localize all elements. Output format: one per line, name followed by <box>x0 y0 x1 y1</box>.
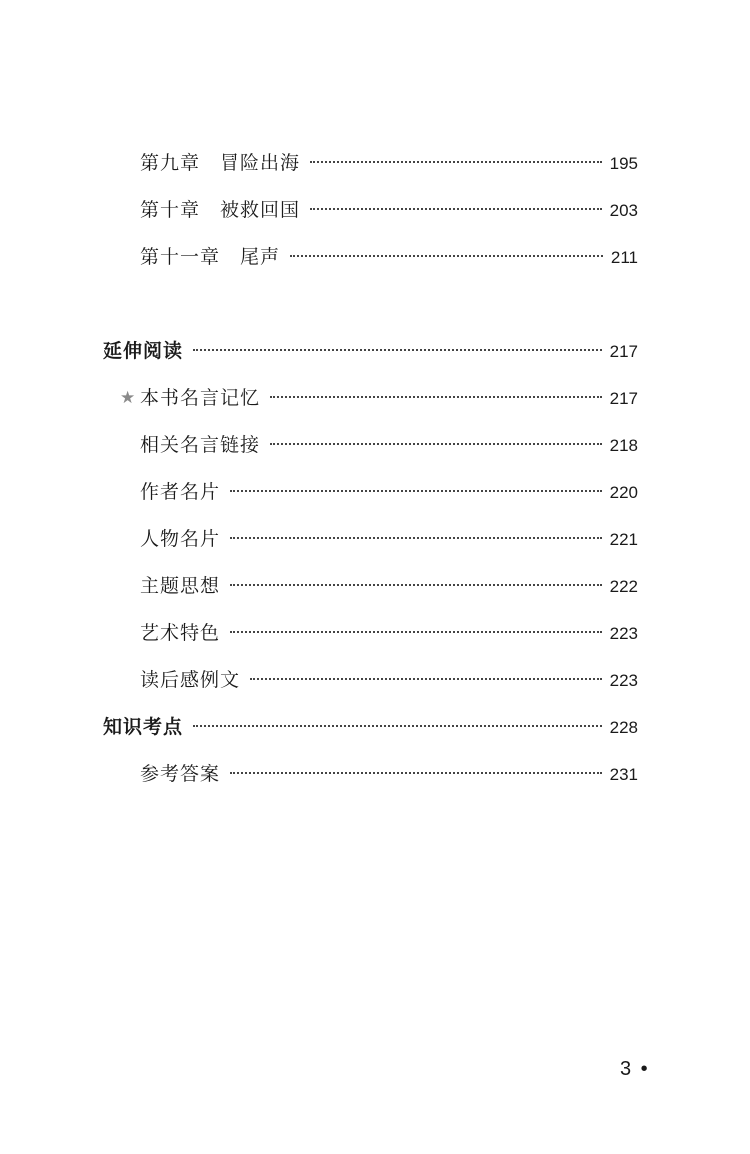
dot-leader <box>270 396 602 398</box>
toc-section-page: 228 <box>609 718 638 737</box>
toc-entry-theme[interactable] <box>140 571 638 601</box>
toc-entry-page: 203 <box>609 201 638 220</box>
toc-entry-quotes-memory[interactable] <box>120 383 638 413</box>
toc-entry-title: 作者名片 <box>140 481 221 503</box>
toc-entry-title: 第十章 被救回国 <box>140 199 301 221</box>
toc-entry-page: 223 <box>609 624 638 643</box>
dot-leader <box>230 584 602 586</box>
dot-leader <box>193 725 602 727</box>
toc-section-extended-reading[interactable] <box>103 336 638 366</box>
dot-leader <box>290 255 603 257</box>
toc-entry-title: 主题思想 <box>140 575 221 597</box>
toc-entry-character-card[interactable] <box>140 524 638 554</box>
dot-leader <box>230 537 602 539</box>
toc-entry-page: 222 <box>609 577 638 596</box>
toc-entry-page: 218 <box>609 436 638 455</box>
toc-section-title: 延伸阅读 <box>103 340 184 362</box>
toc-entry-title: 人物名片 <box>140 528 221 550</box>
toc-entry-page: 195 <box>609 154 638 173</box>
toc-entry-page: 231 <box>609 765 638 784</box>
toc-entry-title: 艺术特色 <box>140 622 221 644</box>
dot-leader <box>310 208 602 210</box>
toc-entry-author-card[interactable] <box>140 477 638 507</box>
toc-section-title: 知识考点 <box>103 716 184 738</box>
toc-entry-page: 221 <box>609 530 638 549</box>
toc-entry-title: 本书名言记忆 <box>140 387 261 409</box>
toc-entry-chapter-9[interactable] <box>140 148 638 178</box>
toc-entry-related-quotes[interactable] <box>140 430 638 460</box>
dot-leader <box>250 678 602 680</box>
dot-leader <box>193 349 602 351</box>
toc-entry-title: 相关名言链接 <box>140 434 261 456</box>
toc-entry-page: 223 <box>609 671 638 690</box>
dot-leader <box>230 772 602 774</box>
toc-entry-title: 参考答案 <box>140 763 221 785</box>
toc-entry-page: 211 <box>610 248 638 267</box>
dot-leader <box>230 490 602 492</box>
star-icon: ★ <box>120 388 136 408</box>
page-number: 3 • <box>620 1058 650 1080</box>
toc-entry-page: 217 <box>609 389 638 408</box>
dot-leader <box>230 631 602 633</box>
toc-entry-answers[interactable] <box>140 759 638 789</box>
toc-entry-title: 读后感例文 <box>140 669 241 691</box>
toc-entry-artistic-features[interactable] <box>140 618 638 648</box>
dot-leader <box>270 443 602 445</box>
toc-section-knowledge[interactable] <box>103 712 638 742</box>
toc-entry-essay-sample[interactable] <box>140 665 638 695</box>
toc-entry-chapter-11[interactable] <box>140 242 638 272</box>
dot-leader <box>310 161 602 163</box>
toc-entry-page: 220 <box>609 483 638 502</box>
toc-section-page: 217 <box>609 342 638 361</box>
toc-entry-title: 第十一章 尾声 <box>140 246 281 268</box>
toc-entry-chapter-10[interactable] <box>140 195 638 225</box>
toc-entry-title: 第九章 冒险出海 <box>140 152 301 174</box>
